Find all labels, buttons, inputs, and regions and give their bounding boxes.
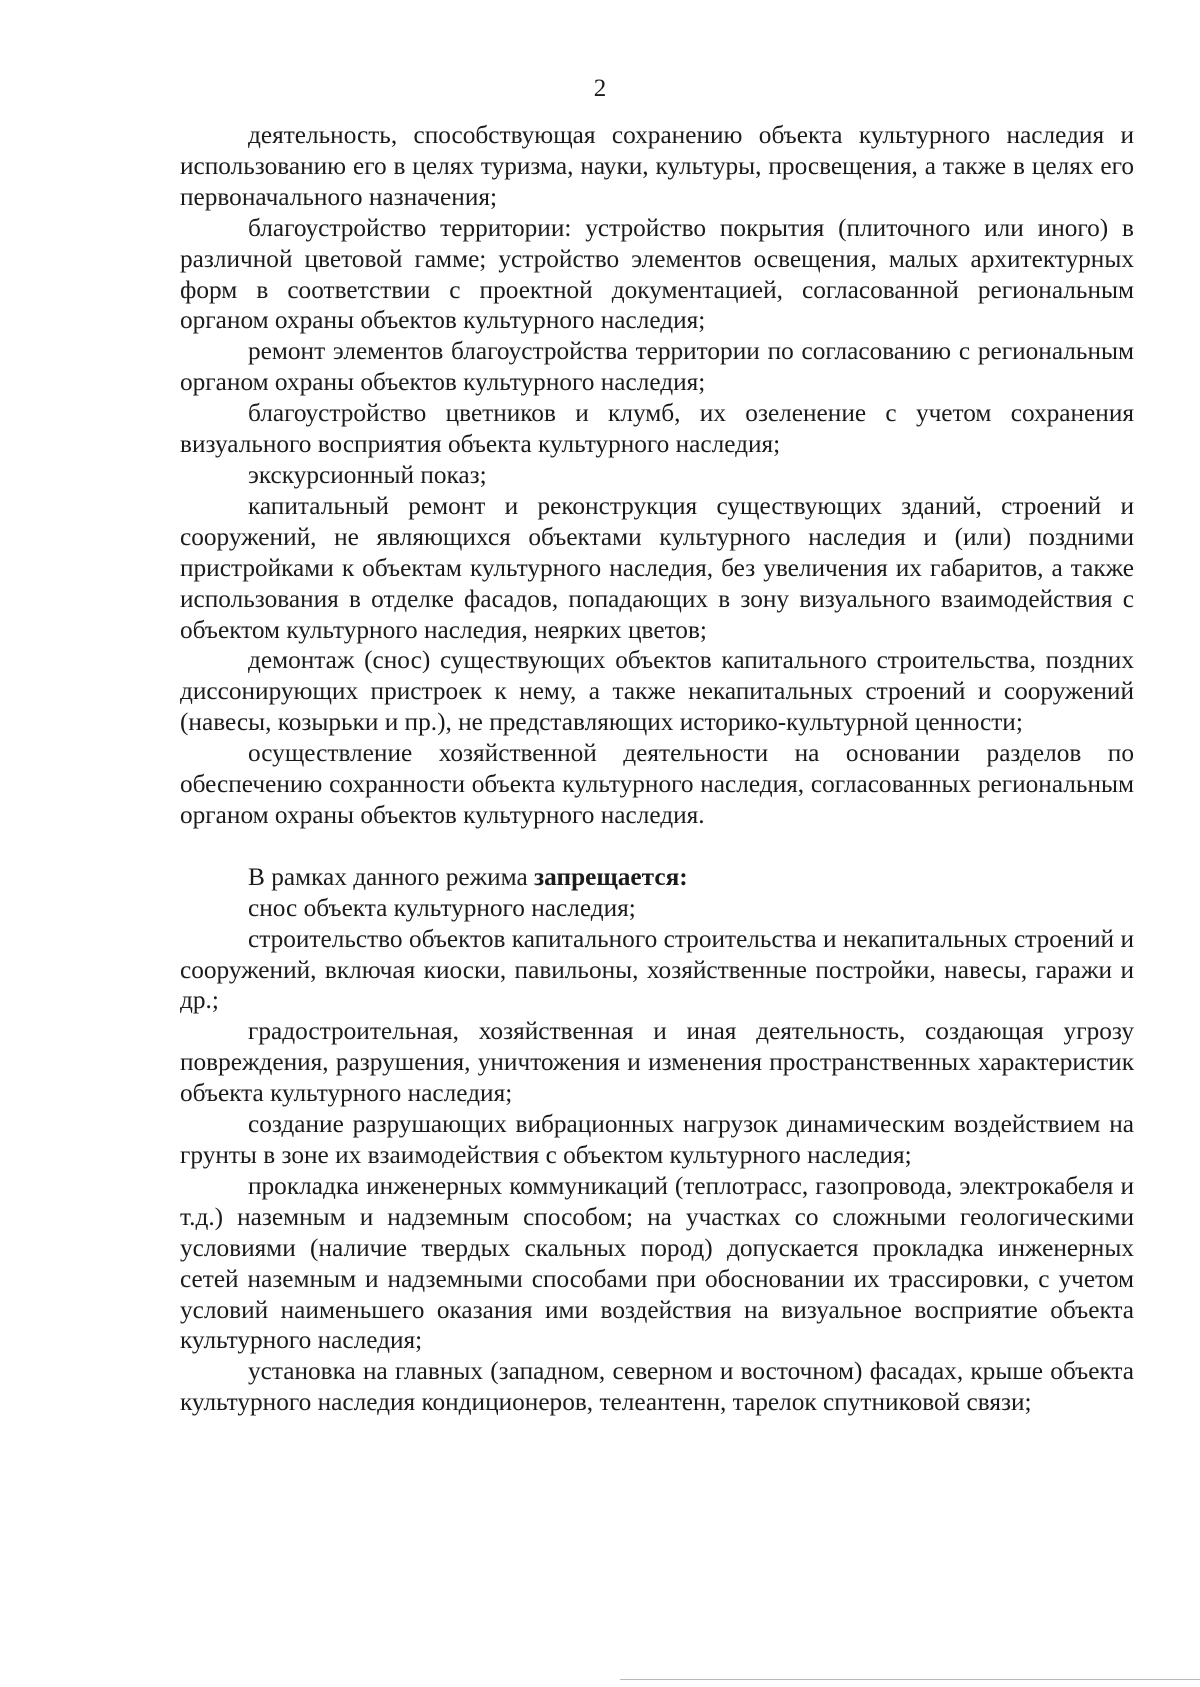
prohibited-item: прокладка инженерных коммуникаций (теплотрасс, газопровода, электрокабеля и т.д.) наземным и надземным способом; на участках со сложными геологическими условиями (наличие твердых скальных пород) допускается прокладка инженерных сетей наземным и надземными способами при обосновании их трассировки, с учетом условий наименьшего оказания ими воздействия на визуальное восприятие объекта культурного наследия; — [180, 1171, 1134, 1355]
page-number: 2 — [593, 75, 607, 102]
paragraph: осуществление хозяйственной деятельности на основании разделов по обеспечению сохранности объекта культурного наследия, согласованных региональным органом охраны объектов культурного наследия. — [180, 739, 1134, 829]
prohibited-item: снос объекта культурного наследия; — [248, 893, 636, 922]
prohibited-item: градостроительная, хозяйственная и иная деятельность, создающая угрозу повреждения, разрушения, уничтожения и изменения пространственных характеристик объекта культурного наследия; — [180, 1017, 1134, 1108]
paragraph: ремонт элементов благоустройства территории по согласованию с региональным органом охраны объектов культурного наследия; — [180, 337, 1134, 397]
paragraph: благоустройство территории: устройство покрытия (плиточного или иного) в различной цветовой гамме; устройство элементов освещения, малых архитектурных форм в соответствии с проектной документацией, согласованной региональным органом охраны объектов культурного наследия; — [180, 213, 1134, 335]
document-body — [180, 120, 1134, 1418]
prohibited-item: строительство объектов капитального строительства и некапитальных строений и сооружений, включая киоски, павильоны, хозяйственные постройки, навесы, гаражи и др.; — [180, 924, 1134, 1015]
prohibited-item: создание разрушающих вибрационных нагрузок динамическим воздействием на грунты в зоне их взаимодействия с объектом культурного наследия; — [180, 1110, 1134, 1169]
paragraph: благоустройство цветников и клумб, их озеленение с учетом сохранения визуального восприятия объекта культурного наследия; — [180, 399, 1134, 459]
prohibition-keyword: запрещается: — [534, 862, 688, 891]
prohibition-heading — [180, 862, 1134, 893]
scan-edge-line — [620, 1679, 1200, 1680]
paragraph: демонтаж (снос) существующих объектов капитального строительства, поздних диссонирующих пристроек к нему, а также некапитальных строений и сооружений (навесы, козырьки и пр.), не представляющих историко-культурной ценности; — [180, 646, 1134, 737]
paragraph: капитальный ремонт и реконструкция существующих зданий, строений и сооружений, не являющихся объектами культурного наследия и (или) поздними пристройками к объектам культурного наследия, без увеличения их габаритов, а также использования в отделке фасадов, попадающих в зону визуального взаимодействия с объектом культурного наследия, неярких цветов; — [180, 491, 1134, 644]
prohibition-intro-text: В рамках данного режима — [248, 862, 535, 891]
prohibited-item: установка на главных (западном, северном и восточном) фасадах, крыше объекта культурного наследия кондиционеров, телеантенн, тарелок спутниковой связи; — [180, 1357, 1134, 1417]
paragraph: деятельность, способствующая сохранению объекта культурного наследия и использованию его в целях туризма, науки, культуры, просвещения, а также в целях его первоначального назначения; — [180, 121, 1134, 211]
paragraph: экскурсионный показ; — [248, 460, 487, 489]
